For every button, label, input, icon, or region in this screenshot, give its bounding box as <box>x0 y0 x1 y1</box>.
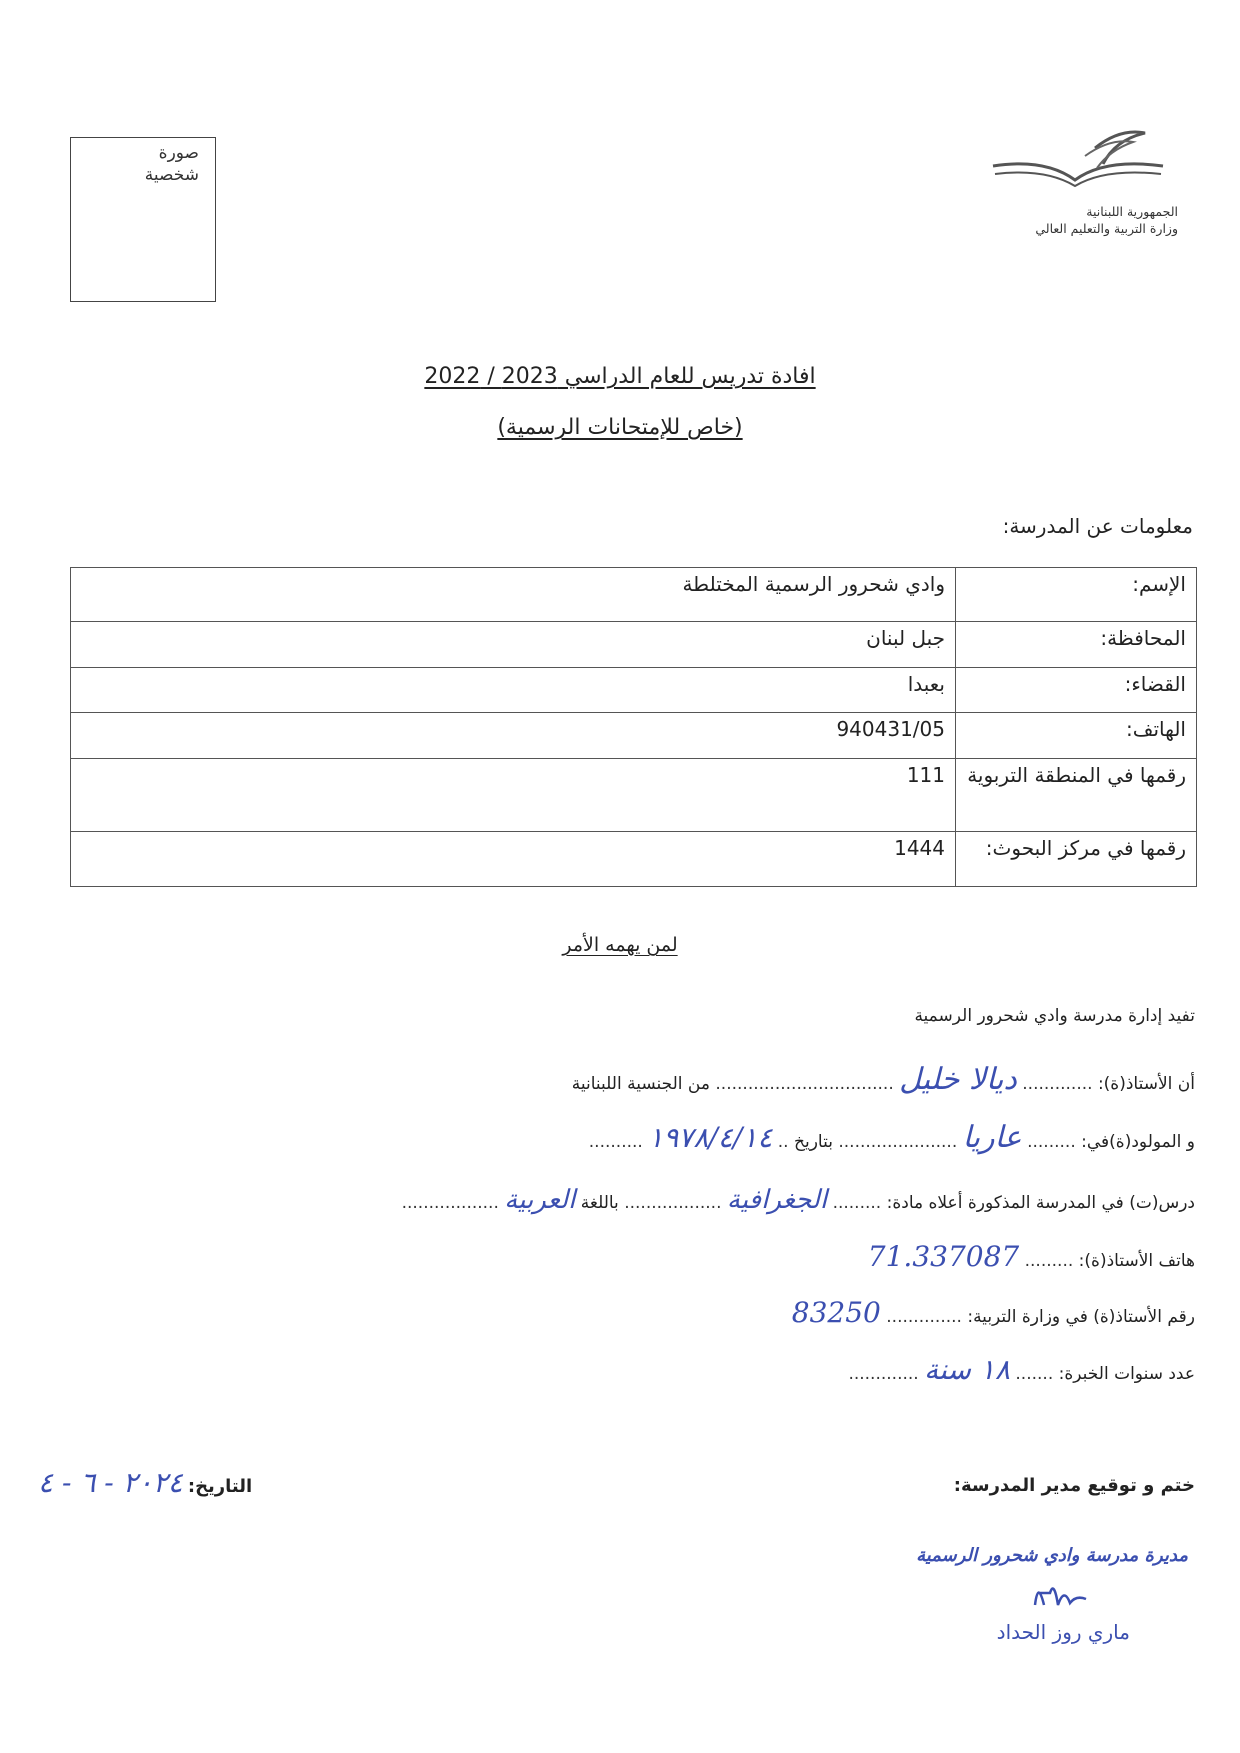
date-block: التاريخ: ٢٠٢٤ - ٦ - ٤ <box>38 1466 253 1499</box>
row-value: 1444 <box>71 832 956 887</box>
table-row <box>71 622 1197 668</box>
document-subtitle: (خاص للإمتحانات الرسمية) <box>497 415 743 440</box>
row-label: رقمها في المنطقة التربوية <box>956 759 1197 832</box>
photo-label: صورة شخصية <box>144 143 199 185</box>
document-title: افادة تدريس للعام الدراسي 2023 / 2022 <box>424 364 816 389</box>
school-info-label: معلومات عن المدرسة: <box>1002 514 1193 538</box>
table-row <box>71 713 1197 759</box>
birth-line: و المولود(ة)في: ......... عاريا ...................... بتاريخ .. ١٩٧٨/٤/١٤ .......... <box>588 1120 1195 1155</box>
ministry-logo <box>985 128 1165 193</box>
row-value: بعبدا <box>71 668 956 713</box>
row-value: 940431/05 <box>71 713 956 759</box>
table-row <box>71 568 1197 622</box>
subject-line: درس(ت) في المدرسة المذكورة أعلاه مادة: ......... الجغرافية .................. باللغة العربية .................. <box>401 1185 1195 1215</box>
row-value: 111 <box>71 759 956 832</box>
table-row <box>71 832 1197 887</box>
birth-place: عاريا <box>962 1120 1022 1155</box>
row-label: الإسم: <box>956 568 1197 622</box>
language: العربية <box>504 1185 576 1215</box>
birth-date: ١٩٧٨/٤/١٤ <box>648 1121 773 1154</box>
row-label: رقمها في مركز البحوث: <box>956 832 1197 887</box>
ministry-number: 83250 <box>791 1296 881 1329</box>
teacher-name: ديالا خليل <box>899 1062 1017 1097</box>
ministry-name <box>928 203 1178 237</box>
table-row <box>71 759 1197 832</box>
teacher-phone: 71.337087 <box>867 1240 1020 1273</box>
republic-name: الجمهورية اللبنانية <box>1086 204 1178 219</box>
date-value: ٢٠٢٤ - ٦ - ٤ <box>38 1466 183 1499</box>
stamp-signature-label: ختم و توقيع مدير المدرسة: <box>953 1475 1195 1496</box>
row-value: وادي شحرور الرسمية المختلطة <box>71 568 956 622</box>
row-label: القضاء: <box>956 668 1197 713</box>
ministry-number-line: رقم الأستاذ(ة) في وزارة التربية: .............. 83250 <box>791 1296 1195 1329</box>
teacher-line: أن الأستاذ(ة): ............. ديالا خليل ................................. من الجنسية اللبنانية <box>571 1062 1195 1097</box>
principal-stamp: مديرة مدرسة وادي شحرور الرسمية <box>916 1545 1188 1566</box>
row-value: جبل لبنان <box>71 622 956 668</box>
principal-signature <box>1030 1575 1090 1613</box>
row-label: الهاتف: <box>956 713 1197 759</box>
phone-line: هاتف الأستاذ(ة): ......... 71.337087 <box>867 1240 1195 1273</box>
experience-line: عدد سنوات الخبرة: ....... ١٨ سنة ............. <box>848 1353 1195 1386</box>
photo-box <box>70 137 216 302</box>
ministry-title: وزارة التربية والتعليم العالي <box>1035 221 1178 236</box>
experience-years: ١٨ سنة <box>924 1353 1010 1386</box>
row-label: المحافظة: <box>956 622 1197 668</box>
school-info-table <box>70 567 1197 887</box>
table-row <box>71 668 1197 713</box>
subject: الجغرافية <box>726 1185 828 1215</box>
intro-line: تفيد إدارة مدرسة وادي شحرور الرسمية <box>914 1006 1195 1026</box>
principal-name: ماري روز الحداد <box>996 1620 1130 1644</box>
to-whom-heading: لمن يهمه الأمر <box>562 934 678 956</box>
